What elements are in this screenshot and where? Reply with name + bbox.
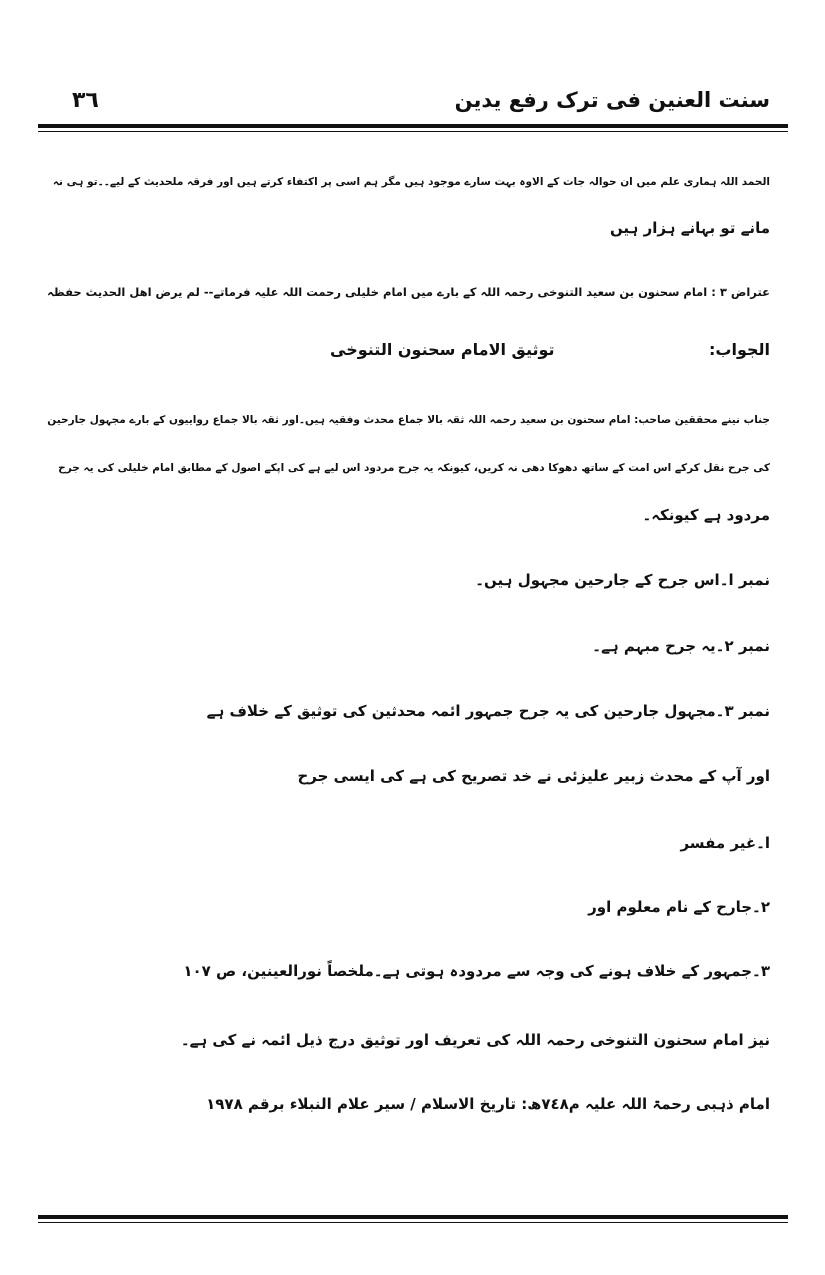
answer-label: الجواب: <box>708 340 770 359</box>
paragraph-1-line-2: مانے تو بہانے ہزار ہیں <box>609 219 770 237</box>
paragraph-4: نیز امام سحنون التنوخی رحمہ اللہ کی تعریف اور توثیق درج ذیل ائمہ نے کی ہے۔ <box>180 1031 770 1049</box>
header-rule-thin <box>38 131 788 132</box>
paragraph-2-line-3: مردود ہے کیونکہ۔ <box>642 506 770 524</box>
objection-heading: عتراض ٣ : امام سحنون بن سعید التنوخی رحمہ اللہ کے بارے میں امام خلیلی رحمت اللہ علیہ فرماتے-- لم یرض اھل الحدیث حفظہ <box>47 285 770 299</box>
point-3: نمبر ٣۔مجہول جارحین کی یہ جرح جمہور ائمہ محدثین کی توثیق کے خلاف ہے <box>206 702 770 720</box>
paragraph-2-line-2: کی جرح نقل کرکے اس امت کے ساتھ دھوکا دھی نہ کریں، کیونکہ یہ جرح مردود اس لیے ہے کی اپکے اصول کے مطابق امام خلیلی کی یہ جرح <box>58 462 770 474</box>
footer-rule-thin <box>38 1222 788 1223</box>
point-2: نمبر ٢۔یہ جرح مبہم ہے۔ <box>592 637 770 655</box>
page-number: ۳٦ <box>72 88 99 113</box>
paragraph-1-line-1: الحمد اللہ ہماری علم میں ان حوالہ جات کے الاوہ بہت سارے موجود ہیں مگر ہم اسی پر اکتفاء کرتے ہیں اور فرقہ ملحدیث کے لیے۔۔تو ہی نہ <box>52 176 770 188</box>
header-rule-thick <box>38 124 788 128</box>
list-item-2: ٢۔جارح کے نام معلوم اور <box>588 898 770 916</box>
point-1: نمبر ا۔اس جرح کے جارحین مجہول ہیں۔ <box>475 571 770 589</box>
list-item-1: ا۔غیر مفسر <box>680 834 770 852</box>
citation-line: امام ذہبی رحمۃ اللہ علیہ م٧٤٨ھ: تاریخ الاسلام / سیر علام النبلاء برقم ١٩٧٨ <box>206 1095 770 1113</box>
footer-rule-thick <box>38 1215 788 1219</box>
book-title: سنت العنین فی ترک رفع یدین <box>454 88 770 112</box>
list-item-3: ٣۔جمہور کے خلاف ہونے کی وجہ سے مردودہ ہوتی ہے۔ملخصاً نورالعینین، ص ١٠٧ <box>183 962 770 980</box>
paragraph-3: اور آپ کے محدث زبیر علیزئی نے خد تصریح کی ہے کی ایسی جرح <box>297 767 770 785</box>
answer-title: توثیق الامام سحنون التنوخی <box>330 340 555 359</box>
paragraph-2-line-1: جناب نینے محققین صاحب: امام سحنون بن سعید رحمہ اللہ ثقہ بالا جماع محدث وفقیہ ہیں۔اور ثقہ بالا جماع رواییوں کے بارے مجہول جارحین <box>47 414 770 426</box>
